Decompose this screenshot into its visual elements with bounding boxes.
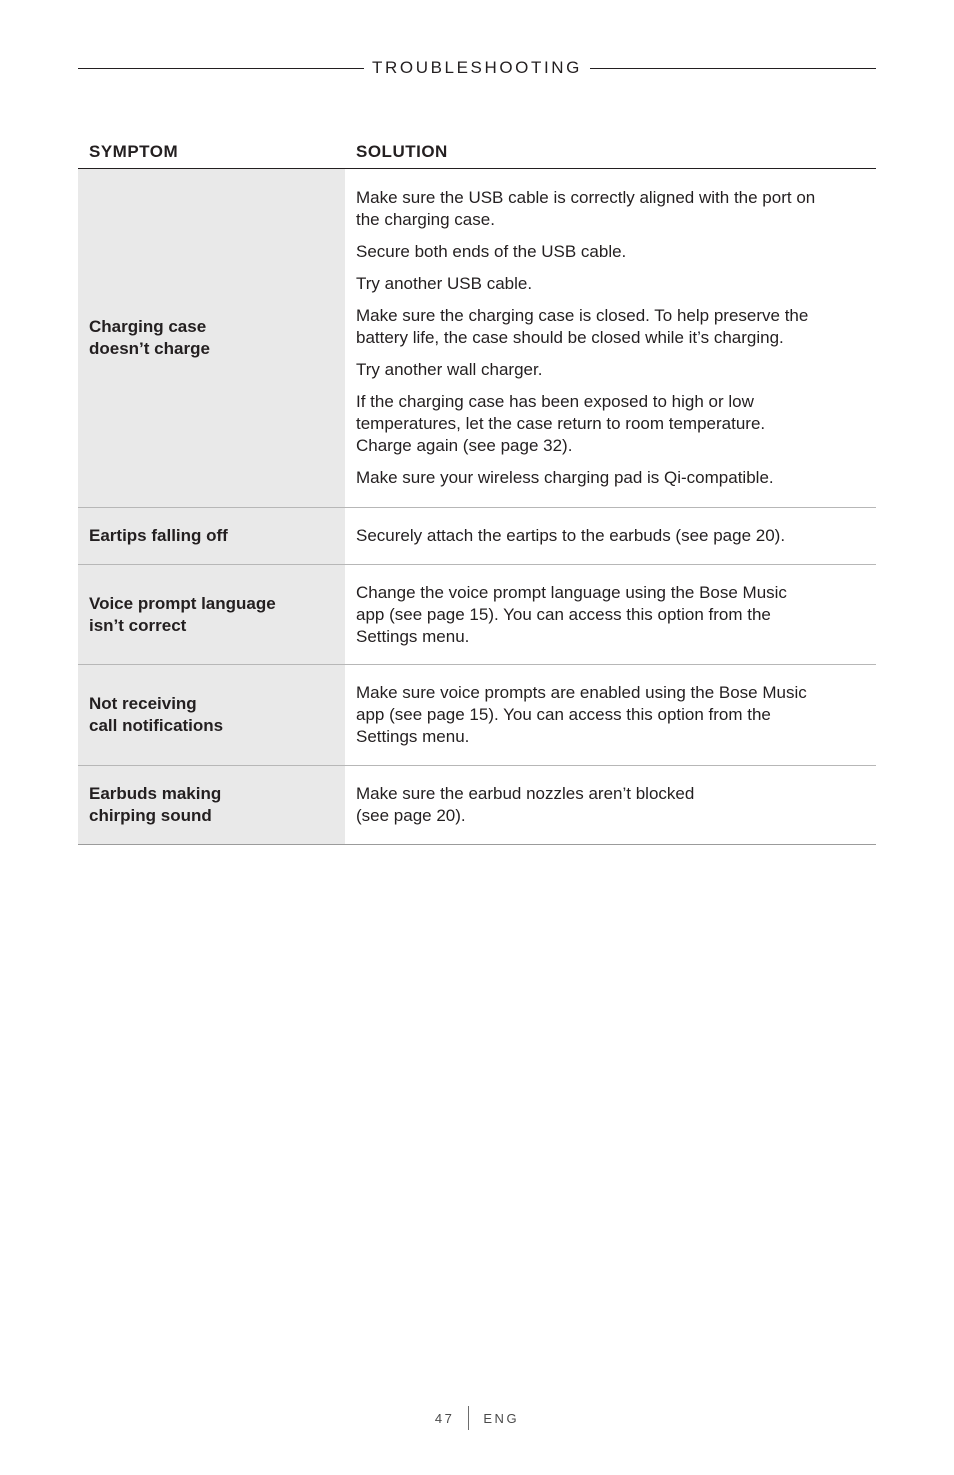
table-row bbox=[78, 565, 876, 665]
page-number: 47 bbox=[434, 1410, 455, 1426]
solution-cell bbox=[345, 169, 876, 507]
table-row bbox=[78, 508, 876, 565]
solution-text: Make sure your wireless charging pad is Qi-compatible. bbox=[356, 468, 774, 487]
solution-cell bbox=[345, 565, 876, 664]
table-row bbox=[78, 766, 876, 845]
symptom-cell: Earbuds making chirping sound bbox=[78, 766, 345, 844]
solution-text: Secure both ends of the USB cable. bbox=[356, 242, 627, 261]
page-footer bbox=[0, 1406, 954, 1430]
solution-cell bbox=[345, 665, 876, 765]
solution-text: Make sure the charging case is closed. To help preserve the battery life, the case should be closed while it’s charging. bbox=[356, 306, 809, 347]
solution-text: Change the voice prompt language using the Bose Music app (see page 15). You can access this option from the Settings menu. bbox=[356, 582, 787, 646]
symptom-column-header: SYMPTOM bbox=[89, 142, 179, 161]
solution-cell bbox=[345, 766, 876, 844]
header-rule-left bbox=[78, 68, 364, 69]
solution-text: Try another wall charger. bbox=[356, 360, 543, 379]
symptom-cell: Charging case doesn’t charge bbox=[78, 169, 345, 507]
table-row bbox=[78, 169, 876, 508]
solution-text: If the charging case has been exposed to high or low temperatures, let the case return to room temperature. Charge again (see page 32). bbox=[356, 392, 766, 455]
language-code: ENG bbox=[483, 1410, 520, 1426]
section-title: TROUBLESHOOTING bbox=[372, 58, 582, 77]
footer-divider bbox=[468, 1406, 469, 1430]
troubleshooting-table bbox=[78, 136, 876, 845]
symptom-cell: Voice prompt language isn’t correct bbox=[78, 565, 345, 664]
solution-text: Make sure voice prompts are enabled using the Bose Music app (see page 15). You can access this option from the Settings menu. bbox=[356, 683, 807, 746]
section-header bbox=[78, 56, 876, 80]
symptom-cell: Eartips falling off bbox=[78, 508, 345, 564]
solution-column-header: SOLUTION bbox=[356, 142, 448, 161]
solution-text: Make sure the USB cable is correctly aligned with the port on the charging case. bbox=[356, 188, 816, 229]
solution-text: Make sure the earbud nozzles aren’t blocked (see page 20). bbox=[356, 784, 695, 825]
header-rule-right bbox=[590, 68, 876, 69]
solution-text: Securely attach the eartips to the earbuds (see page 20). bbox=[356, 526, 786, 545]
symptom-cell: Not receiving call notifications bbox=[78, 665, 345, 765]
table-header bbox=[78, 136, 876, 169]
solution-text: Try another USB cable. bbox=[356, 274, 533, 293]
table-row bbox=[78, 665, 876, 766]
solution-cell bbox=[345, 508, 876, 564]
